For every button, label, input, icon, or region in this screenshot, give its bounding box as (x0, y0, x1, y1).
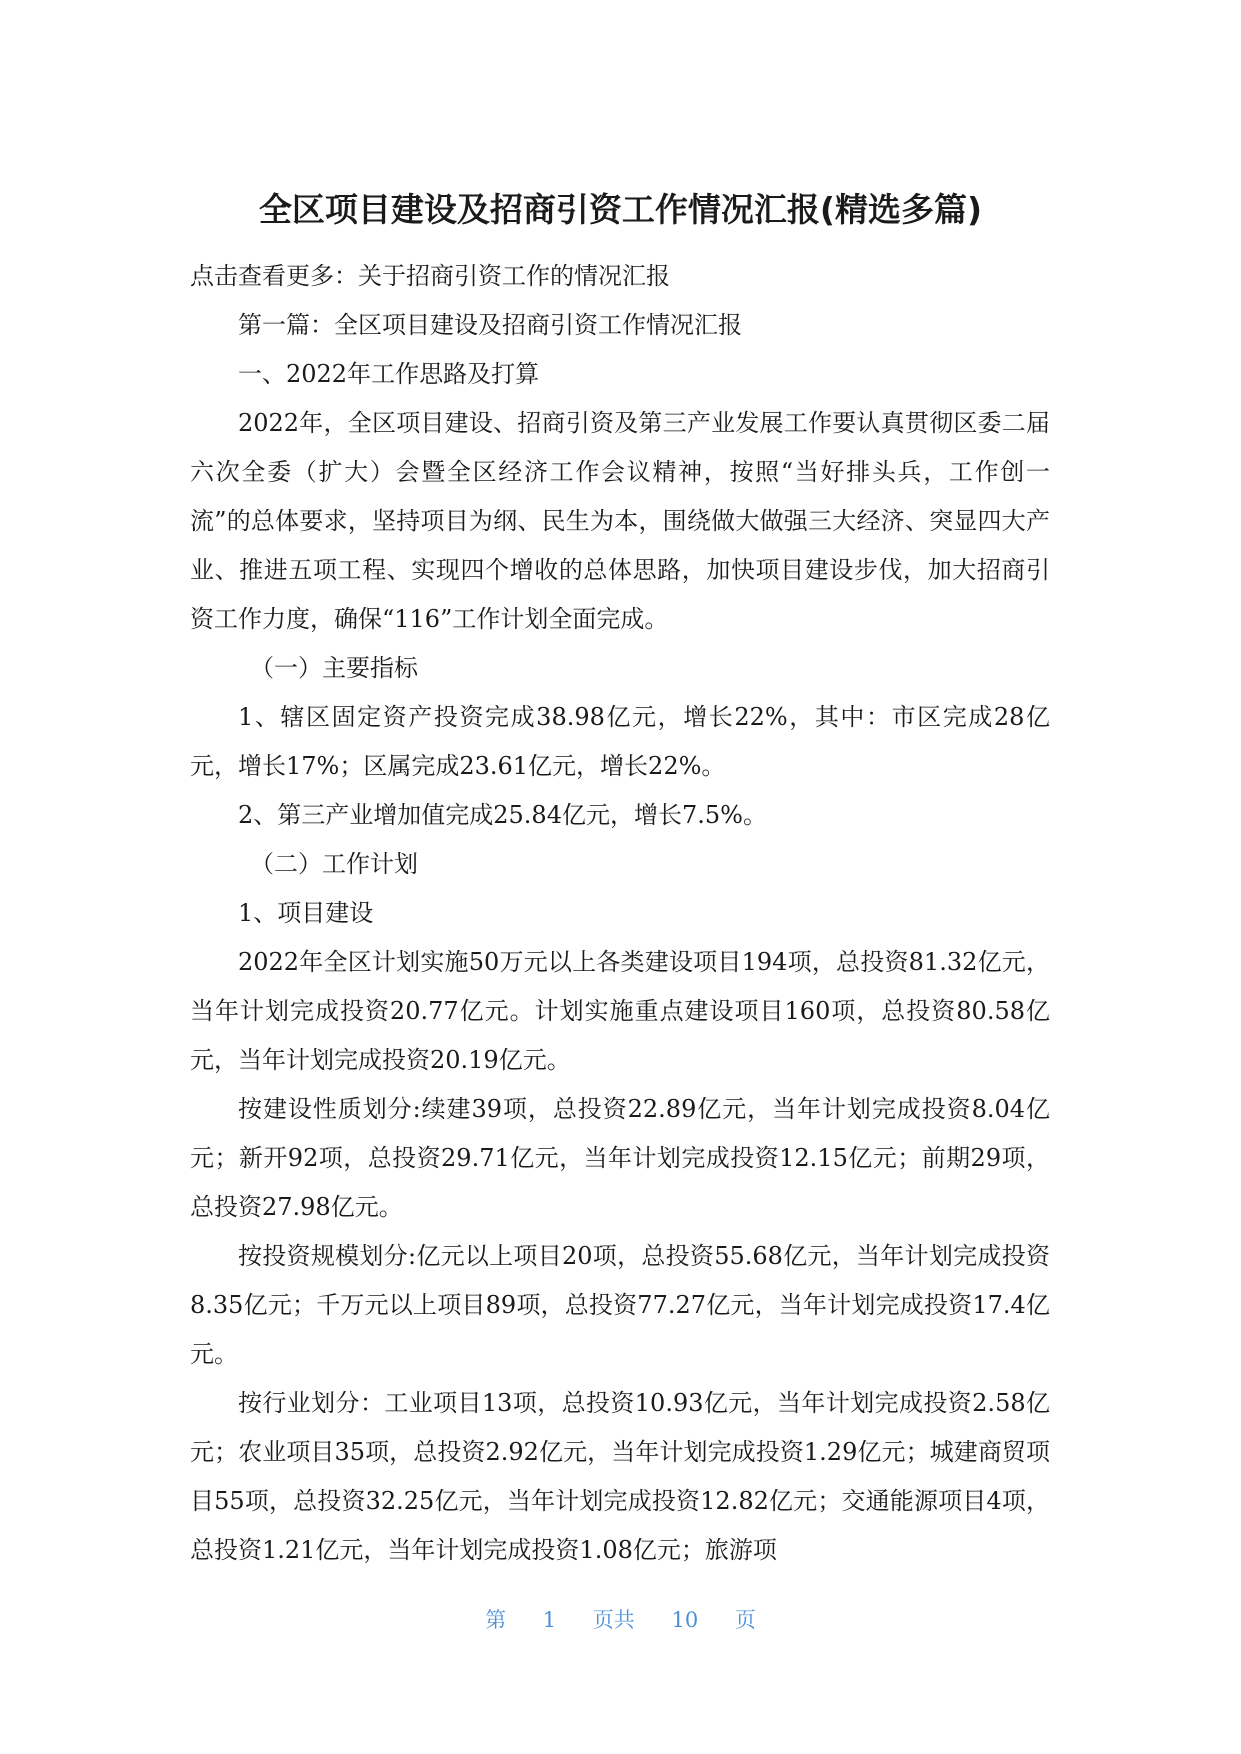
section-heading: （二）工作计划 (250, 850, 418, 878)
body-paragraph: 2022年全区计划实施50万元以上各类建设项目194项，总投资81.32亿元，当年计划完成投资20.77亿元。计划实施重点建设项目160项，总投资80.58亿元，当年计划完成投资20.19亿元。 (190, 948, 1050, 1074)
body-paragraph: 按行业划分：工业项目13项，总投资10.93亿元，当年计划完成投资2.58亿元；农业项目35项，总投资2.92亿元，当年计划完成投资1.29亿元；城建商贸项目55项，总投资32.25亿元，当年计划完成投资12.82亿元；交通能源项目4项，总投资1.21亿元，当年计划完成投资1.08亿元；旅游项 (190, 1389, 1050, 1564)
body-paragraph: 按投资规模划分:亿元以上项目20项，总投资55.68亿元，当年计划完成投资8.35亿元；千万元以上项目89项，总投资77.27亿元，当年计划完成投资17.4亿元。 (190, 1242, 1050, 1368)
section-heading: （一）主要指标 (250, 654, 418, 682)
document-title: 全区项目建设及招商引资工作情况汇报(精选多篇) (258, 190, 983, 229)
body-paragraph: 1、辖区固定资产投资完成38.98亿元，增长22%，其中：市区完成28亿元，增长17%；区属完成23.61亿元，增长22%。 (190, 703, 1050, 780)
body-paragraph: 2、第三产业增加值完成25.84亿元，增长7.5%。 (238, 801, 767, 829)
current-page-number: 1 (542, 1608, 557, 1632)
page-label-suffix: 页 (734, 1608, 756, 1632)
document-body (190, 252, 1050, 1575)
body-paragraph: 2022年，全区项目建设、招商引资及第三产业发展工作要认真贯彻区委二届六次全委（扩大）会暨全区经济工作会议精神，按照“当好排头兵，工作创一流”的总体要求，坚持项目为纲、民生为本，围绕做大做强三大经济、突显四大产业、推进五项工程、实现四个增收的总体思路，加快项目建设步伐，加大招商引资工作力度，确保“116”工作计划全面完成。 (190, 409, 1050, 633)
page-label-mid: 页共 (592, 1608, 635, 1632)
see-more-link[interactable]: 点击查看更多：关于招商引资工作的情况汇报 (190, 262, 670, 290)
total-pages-number: 10 (671, 1608, 699, 1632)
body-paragraph: 按建设性质划分:续建39项，总投资22.89亿元，当年计划完成投资8.04亿元；新开92项，总投资29.71亿元，当年计划完成投资12.15亿元；前期29项，总投资27.98亿元。 (190, 1095, 1050, 1221)
section-heading: 1、项目建设 (238, 899, 374, 927)
section-heading: 第一篇：全区项目建设及招商引资工作情况汇报 (238, 311, 742, 339)
section-heading: 一、2022年工作思路及打算 (238, 360, 540, 388)
page-footer (0, 1604, 1241, 1634)
page-label-prefix: 第 (485, 1608, 507, 1632)
